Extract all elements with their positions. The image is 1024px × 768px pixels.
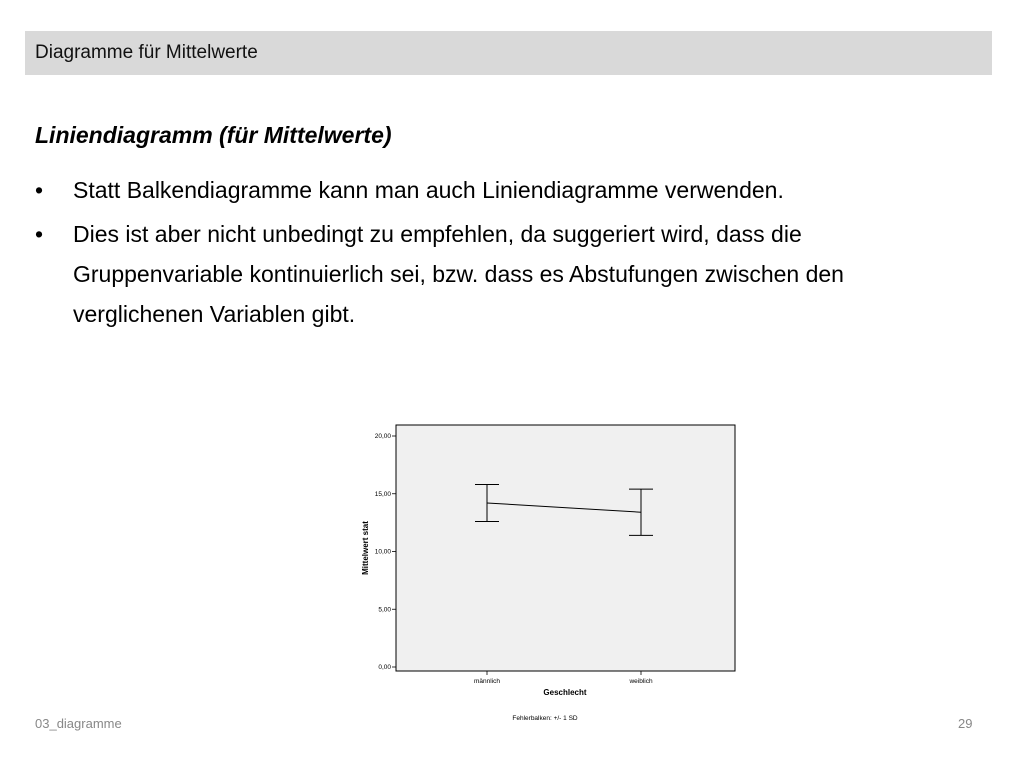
- bullet-text: Dies ist aber nicht unbedingt zu empfehlen, da suggeriert wird, dass die Gruppenvariable kontinuierlich sei, bzw. dass es Abstufungen zwischen den verglichenen Variablen gibt.: [73, 221, 844, 327]
- slide-title-bar: [25, 31, 992, 75]
- bullet-list: [35, 170, 975, 338]
- footer-filename: 03_diagramme: [35, 716, 122, 731]
- y-axis: [375, 433, 396, 671]
- x-tick-label: männlich: [473, 678, 501, 685]
- x-tick-label: weiblich: [629, 678, 653, 685]
- y-tick-label: 15,00: [374, 490, 391, 498]
- page-number: 29: [958, 716, 973, 731]
- plot-area: [396, 425, 735, 671]
- y-tick-label: 5,00: [378, 606, 391, 614]
- bullet-dot: •: [35, 177, 44, 203]
- bullet-item: [35, 170, 975, 210]
- content-heading: Liniendiagramm (für Mittelwerte): [35, 122, 392, 148]
- chart-note: Fehlerbalken: +/- 1 SD: [512, 715, 578, 722]
- x-axis-label: Geschlecht: [543, 688, 587, 697]
- x-axis: [474, 671, 653, 685]
- line-chart: [355, 420, 745, 730]
- y-axis-label: Mittelwert stat: [361, 521, 370, 575]
- slide-title: Diagramme für Mittelwerte: [35, 42, 258, 63]
- bullet-item: [35, 214, 975, 334]
- y-tick-label: 20,00: [374, 433, 391, 440]
- bullet-dot: •: [35, 221, 44, 247]
- y-tick-label: 10,00: [374, 548, 391, 556]
- y-tick-label: 0,00: [378, 664, 391, 671]
- bullet-text: Statt Balkendiagramme kann man auch Liniendiagramme verwenden.: [73, 177, 784, 203]
